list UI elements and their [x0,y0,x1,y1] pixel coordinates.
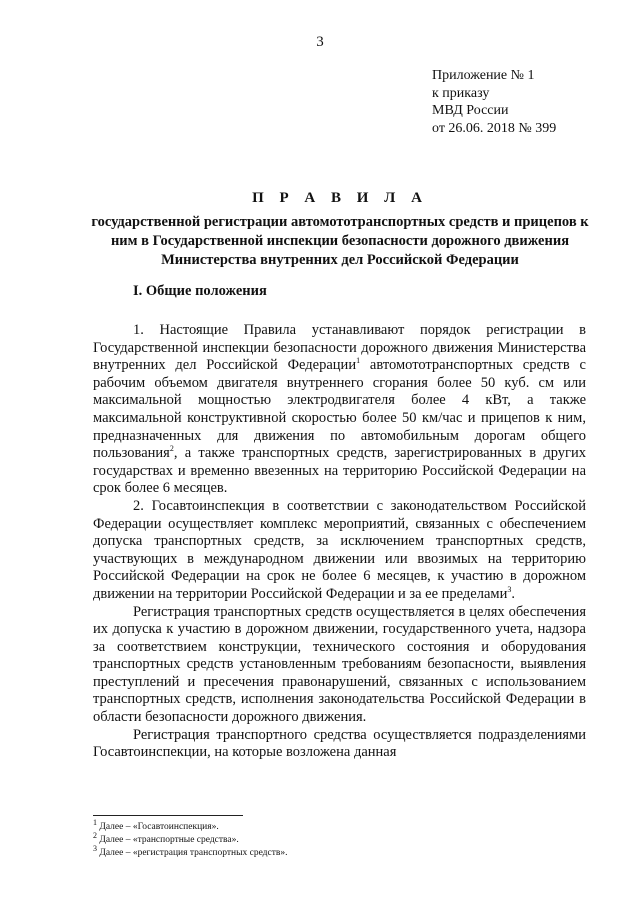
footnotes [93,817,288,860]
document-subtitle: государственной регистрации автомототранспортных средств и прицепов к ним в Государственной инспекции безопасности дорожного движения Министерства внутренних дел Российской Федерации [91,214,589,268]
document-title: П Р А В И Л А [252,190,428,206]
appendix-line-3: МВД России [432,103,509,118]
page-number: 3 [316,34,324,50]
footnote-ref-3: 3 [507,585,512,595]
footnote-1-number: 1 [93,817,97,827]
footnote-ref-1: 1 [356,356,361,366]
paragraph-4: Регистрация транспортного средства осуществляется подразделениями Госавтоинспекции, на которые возложена данная [93,726,586,761]
paragraph-3: Регистрация транспортных средств осуществляется в целях обеспечения их допуска к участию в дорожном движении, государственного учета, надзора за соответствием конструкции, технического состояния и оборудования транспортных средств установленным требованиям безопасности, выявления преступлений и пресечения правонарушений, связанных с использованием транспортных средств, исполнения законодательства Российской Федерации в области безопасности дорожного движения. [93,603,586,726]
body-text [93,322,586,762]
paragraph-1 [93,322,586,498]
footnote-3 [93,843,288,860]
paragraph-2-end: . [511,585,515,602]
footnote-1-text: Далее – «Госавтоинспекция». [97,822,219,832]
appendix-block [432,67,556,137]
footnote-ref-2: 2 [169,444,174,454]
footnote-2-text: Далее – «транспортные средства». [97,835,239,845]
appendix-line-2: к приказу [432,85,490,101]
paragraph-2 [93,498,586,604]
paragraph-1-text-b: автомототранспортных средств с рабочим объемом двигателя внутреннего сгорания более 50 куб. см или максимальной мощностью электродвигателя более 4 кВт, а также максимальной конструктивной скоростью более 50 км/час и прицепов к ним, предназначенных для движения по автомобильным дорогам общего пользования [93,357,586,462]
paragraph-1-text-c: , а также транспортных средств, зарегистрированных в других государствах и временно ввезенных на территорию Российской Федерации на срок более 6 месяцев. [93,445,586,497]
footnote-2 [93,830,288,847]
footnote-3-text: Далее – «регистрация транспортных средств». [97,848,288,858]
document-title-block [90,190,590,270]
footnote-3-number: 3 [93,843,97,853]
footnote-2-number: 2 [93,830,97,840]
appendix-line-4: от 26.06. 2018 № 399 [432,120,557,136]
appendix-line-1: Приложение № 1 [432,68,535,83]
footnote-1 [93,817,288,834]
section-heading: I. Общие положения [133,283,267,299]
paragraph-1-text: 1. Настоящие Правила устанавливают порядок регистрации в Государственной инспекции безопасности дорожного движения Министерства внутренних дел Российской Федерации [93,322,586,374]
paragraph-2-text: 2. Госавтоинспекция в соответствии с законодательством Российской Федерации осуществляет комплекс мероприятий, связанных с обеспечением допуска транспортных средств, за исключением транспортных средств, участвующих в международном движении или ввозимых на территорию Российской Федерации на срок не более 6 месяцев, к участию в дорожном движении на территории Российской Федерации и за ее пределами [93,497,586,602]
footnote-divider [93,815,243,816]
